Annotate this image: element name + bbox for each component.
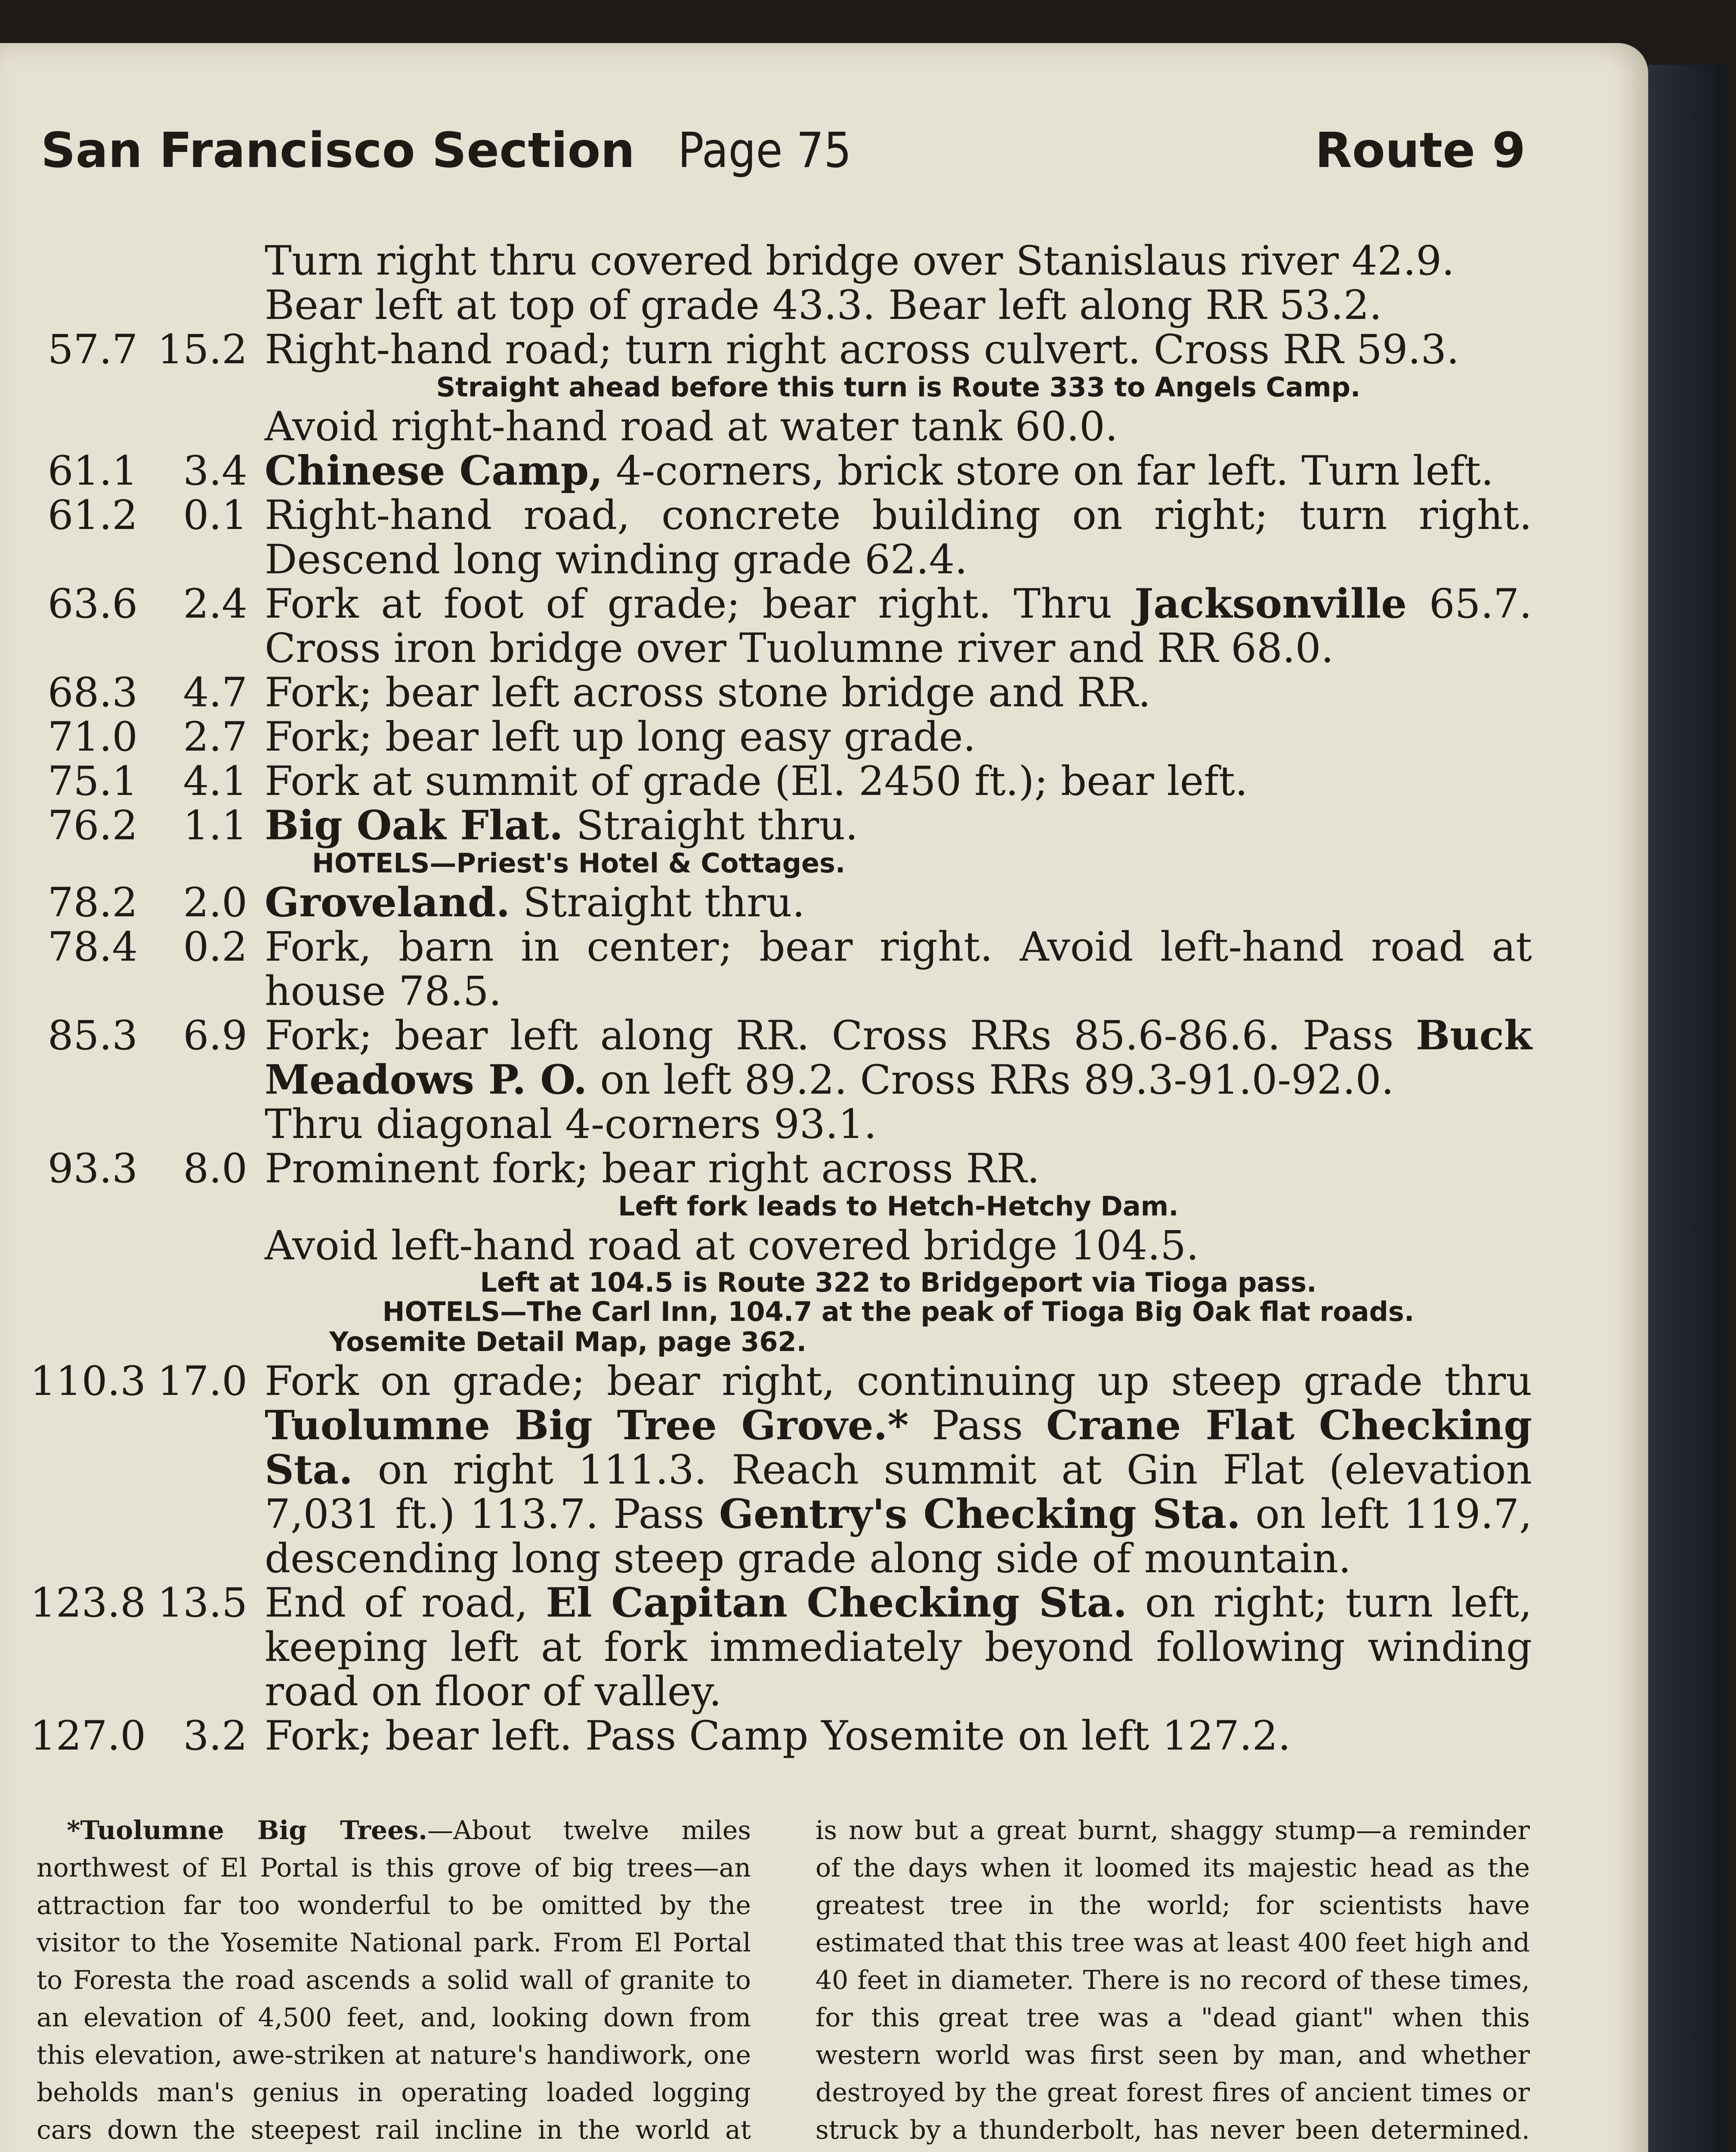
page-number: Page 75	[678, 123, 852, 179]
log-entry	[30, 1714, 1532, 1758]
entry-text: Thru diagonal 4-corners 93.1.	[265, 1101, 877, 1148]
log-entry	[30, 1581, 1532, 1714]
log-entry	[30, 582, 1532, 671]
entry-text-part: on left 89.2. Cross RRs 89.3-91.0-92.0.	[587, 1057, 1394, 1104]
entry-text: Fork; bear left. Pass Camp Yosemite on left 127.2.	[265, 1713, 1291, 1759]
interval-miles: 6.9	[183, 1012, 247, 1059]
interval-miles: 4.1	[183, 758, 247, 805]
entry-text: Right-hand road, concrete building on right; turn right. Descend long winding grade 62.4.	[265, 492, 1532, 583]
route-note: Left at 104.5 is Route 322 to Bridgeport via Tioga pass.	[480, 1267, 1317, 1298]
entry-text: Right-hand road; turn right across culvert. Cross RR 59.3.	[265, 326, 1460, 373]
place-name: Jacksonville	[1134, 580, 1407, 628]
entry-text-part: on left 119.7, descending long steep grade along side of mountain.	[265, 1491, 1532, 1582]
hotels-note: HOTELS—Priest's Hotel & Cottages.	[312, 847, 846, 879]
log-entry	[30, 759, 1532, 804]
cumulative-miles: 63.6	[47, 581, 138, 628]
entry-text-part: End of road,	[265, 1580, 546, 1626]
route-note: Straight ahead before this turn is Route 333 to Angels Camp.	[436, 371, 1361, 403]
interval-miles: 4.7	[183, 669, 247, 716]
log-entry	[30, 925, 1532, 1014]
log-entry	[30, 715, 1532, 759]
place-name: Big Oak Flat.	[265, 802, 563, 849]
log-entry-continued	[30, 405, 1532, 449]
interval-miles: 0.1	[183, 492, 247, 539]
log-entry	[30, 671, 1532, 715]
log-entry-intro	[30, 239, 1532, 328]
route-label: Route 9	[1315, 123, 1526, 179]
cumulative-miles: 57.7	[47, 326, 138, 373]
log-entry	[30, 328, 1532, 372]
interval-miles: 8.0	[183, 1145, 247, 1192]
entry-text-part: Fork at foot of grade; bear right. Thru	[265, 581, 1134, 628]
interval-miles: 17.0	[157, 1358, 247, 1405]
footnote-paragraph: is now but a great burnt, shaggy stump—a reminder of the days when it loomed its majestic head as the greatest tree in the world; for scientists have estimated that this tree was at least 400 feet high and 40 feet in diameter. There is no record of these times, for this great tree was a "dead giant" when this western world was first seen by man, and whether destroyed by the great forest fires of ancient times or struck by a thunderbolt, has never been determined.	[815, 1815, 1530, 2145]
log-entry	[30, 881, 1532, 925]
place-name: Crane Flat Checking Sta.	[265, 1402, 1532, 1493]
cumulative-miles: 61.1	[47, 448, 138, 495]
log-entry-continued	[30, 1224, 1532, 1268]
cumulative-miles: 68.3	[47, 669, 138, 716]
cumulative-miles: 78.4	[47, 924, 138, 971]
entry-text-part: 4-corners, brick store on far left. Turn left.	[603, 448, 1494, 495]
place-name: Buck Meadows P. O.	[265, 1012, 1532, 1104]
entry-text: Turn right thru covered bridge over Stanislaus river 42.9.	[265, 238, 1455, 284]
cumulative-miles: 127.0	[30, 1713, 146, 1759]
place-name: Chinese Camp,	[265, 447, 603, 495]
cumulative-miles: 110.3	[30, 1358, 146, 1405]
log-entry	[30, 449, 1532, 493]
entry-text: Fork at summit of grade (El. 2450 ft.); bear left.	[265, 758, 1248, 805]
interval-miles: 13.5	[157, 1580, 247, 1626]
log-entry	[30, 1147, 1532, 1191]
cumulative-miles: 76.2	[47, 802, 138, 849]
entry-text: Fork; bear left across stone bridge and RR.	[265, 669, 1151, 716]
entry-text	[265, 804, 1532, 848]
entry-text: Avoid right-hand road at water tank 60.0.	[265, 403, 1118, 450]
cumulative-miles: 93.3	[47, 1145, 138, 1192]
cumulative-miles: 123.8	[30, 1580, 146, 1626]
entry-text-part: Fork on grade; bear right, continuing up steep grade thru	[265, 1358, 1532, 1405]
cumulative-miles: 78.2	[47, 879, 138, 926]
entry-text: Fork, barn in center; bear right. Avoid left-hand road at house 78.5.	[265, 924, 1532, 1015]
page-header	[41, 123, 1526, 179]
route-log	[30, 239, 1532, 1758]
entry-text-part: on right; turn left, keeping left at fork immediately beyond following winding road on floor of valley.	[265, 1580, 1532, 1715]
interval-miles: 2.4	[183, 581, 247, 628]
cumulative-miles: 85.3	[47, 1012, 138, 1059]
cumulative-miles: 75.1	[47, 758, 138, 805]
entry-text: Fork; bear left up long easy grade.	[265, 714, 976, 761]
interval-miles: 15.2	[157, 326, 247, 373]
entry-text-part: 65.7. Cross iron bridge over Tuolumne river and RR 68.0.	[265, 581, 1532, 672]
place-name: Groveland.	[265, 879, 510, 926]
entry-text-part: Straight thru.	[563, 802, 858, 849]
footnote-title: *Tuolumne Big Trees.	[67, 1815, 428, 1846]
place-name: El Capitan Checking Sta.	[546, 1579, 1127, 1626]
entry-text	[265, 1581, 1532, 1714]
place-name: Gentry's Checking Sta.	[719, 1490, 1241, 1538]
map-reference-note: Yosemite Detail Map, page 362.	[329, 1326, 807, 1357]
footnote-column-right	[815, 1812, 1530, 2152]
entry-text	[265, 881, 1532, 925]
entry-text-part: Fork; bear left along RR. Cross RRs 85.6-86.6. Pass	[265, 1012, 1416, 1059]
entry-text-part: on right 111.3. Reach summit at Gin Flat (elevation 7,031 ft.) 113.7. Pass	[265, 1447, 1532, 1538]
log-entry	[30, 493, 1532, 582]
entry-text	[265, 1014, 1532, 1102]
place-name: Tuolumne Big Tree Grove.*	[265, 1402, 909, 1449]
interval-miles: 3.2	[183, 1713, 247, 1759]
footnote-text: —About twelve miles northwest of El Portal is this grove of big trees—an attraction far too wonderful to be omitted by the visitor to the Yosemite National park. From El Portal to Foresta the road ascends a solid wall of granite to an elevation of 4,500 feet, and, looking down from this elevation, awe-striken at nature's handiwork, one beholds man's genius in operating loaded logging cars down the steepest rail incline in the world at	[37, 1815, 751, 2145]
book-spine	[1648, 65, 1726, 2152]
entry-text-part: Pass	[908, 1402, 1047, 1449]
entry-text: Prominent fork; bear right across RR.	[265, 1145, 1040, 1192]
log-entry	[30, 1014, 1532, 1147]
cumulative-miles: 71.0	[47, 714, 138, 761]
cumulative-miles: 61.2	[47, 492, 138, 539]
interval-miles: 0.2	[183, 924, 247, 971]
entry-text-part: Straight thru.	[510, 879, 805, 926]
entry-text	[265, 582, 1532, 671]
section-title: San Francisco Section	[41, 123, 635, 179]
interval-miles: 2.0	[183, 879, 247, 926]
footnote-tuolumne-big-trees	[37, 1812, 1530, 2152]
entry-text: Bear left at top of grade 43.3. Bear left along RR 53.2.	[265, 282, 1382, 329]
hotels-note: HOTELS—The Carl Inn, 104.7 at the peak of Tioga Big Oak flat roads.	[382, 1296, 1415, 1327]
log-entry	[30, 1359, 1532, 1581]
log-entry	[30, 804, 1532, 848]
entry-text	[265, 449, 1532, 493]
entry-text: Avoid left-hand road at covered bridge 104.5.	[265, 1222, 1199, 1269]
interval-miles: 3.4	[183, 448, 247, 495]
footnote-paragraph	[37, 1812, 751, 2152]
interval-miles: 1.1	[183, 802, 247, 849]
entry-text	[265, 1359, 1532, 1581]
interval-miles: 2.7	[183, 714, 247, 761]
route-note: Left fork leads to Hetch-Hetchy Dam.	[618, 1190, 1179, 1222]
book-page	[0, 43, 1648, 2152]
footnote-column-left	[37, 1812, 751, 2152]
